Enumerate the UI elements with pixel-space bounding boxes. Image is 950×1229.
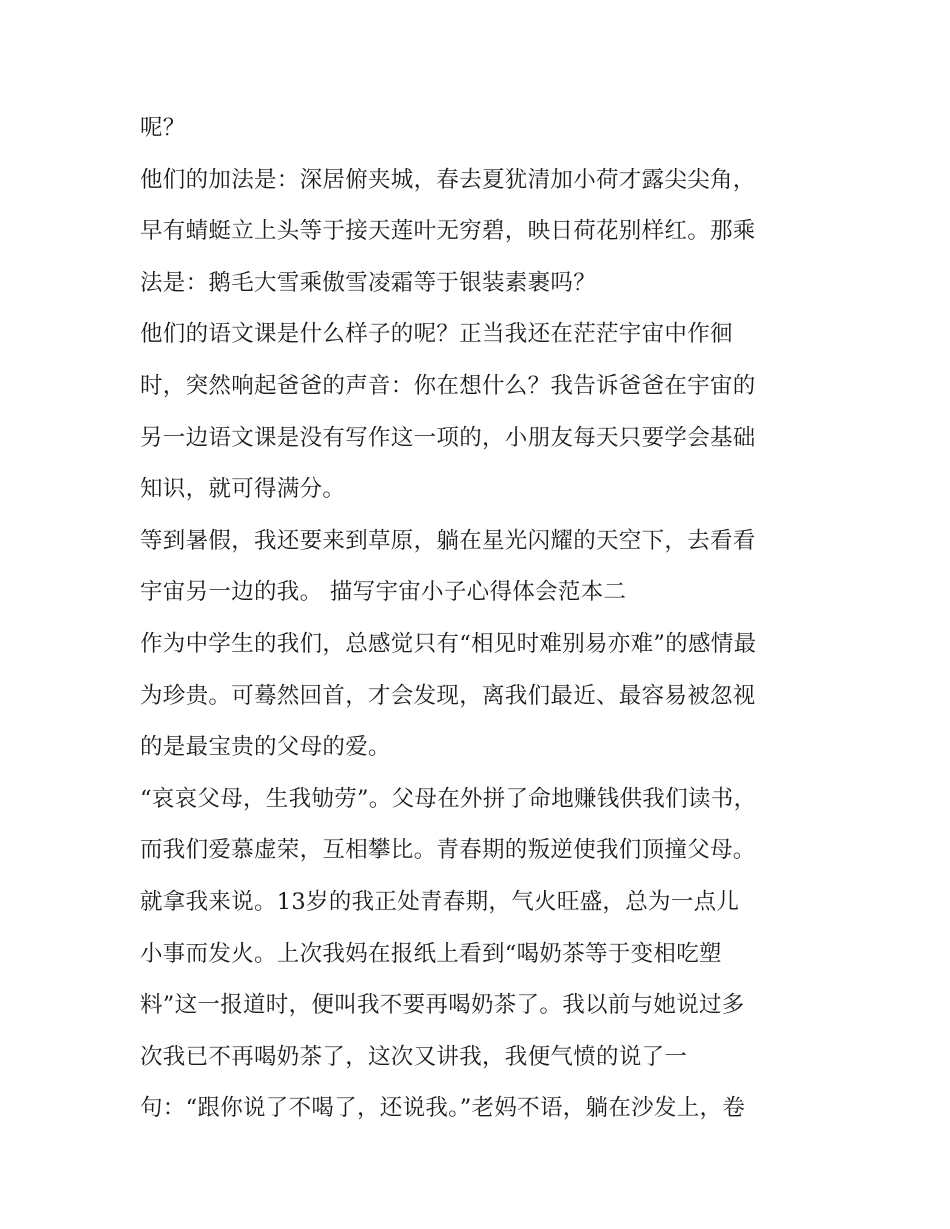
text-line: 宇宙另一边的我。 描写宇宙小子心得体会范本二 [140,579,627,606]
text-line: 等到暑假，我还要来到草原，躺在星光闪耀的天空下，去看看 [140,527,756,554]
text-line: 他们的语文课是什么样子的呢？正当我还在茫茫宇宙中作徊 [140,321,733,348]
text-line: 句：“跟你说了不喝了，还说我。”老妈不语，躺在沙发上，卷 [140,1095,746,1122]
text-line: 作为中学生的我们，总感觉只有“相见时难别易亦难”的感情最 [140,630,757,657]
text-line: 时，突然响起爸爸的声音：你在想什么？我告诉爸爸在宇宙的 [140,372,756,399]
text-line: 而我们爱慕虚荣，互相攀比。青春期的叛逆使我们顶撞父母。 [140,837,756,864]
text-line: “哀哀父母，生我劬劳”。父母在外拼了命地赚钱供我们读书， [140,785,757,812]
text-line: 另一边语文课是没有写作这一项的，小朋友每天只要学会基础 [140,424,756,451]
text-line: 小事而发火。上次我妈在报纸上看到“喝奶茶等于变相吃塑 [140,940,722,967]
text-line: 料”这一报道时，便叫我不要再喝奶茶了。我以前与她说过多 [140,992,745,1019]
text-line: 他们的加法是：深居俯夹城，春去夏犹清加小荷才露尖尖角， [140,166,756,193]
text-line: 就拿我来说。13岁的我正处青春期，气火旺盛，总为一点儿 [140,888,740,915]
document-text-body [140,108,820,1140]
text-line: 法是：鹅毛大雪乘傲雪凌霜等于银装素裹吗？ [140,269,597,296]
text-line: 的是最宝贵的父母的爱。 [140,734,391,761]
text-line: 知识，就可得满分。 [140,476,346,503]
text-line: 呢？ [140,115,186,141]
text-line: 早有蜻蜓立上头等于接天莲叶无穷碧，映日荷花别样红。那乘 [140,218,756,245]
text-line: 次我已不再喝奶茶了，这次又讲我，我便气愤的说了一 [140,1043,688,1070]
text-line: 为珍贵。可蓦然回首，才会发现，离我们最近、最容易被忽视 [140,682,756,709]
